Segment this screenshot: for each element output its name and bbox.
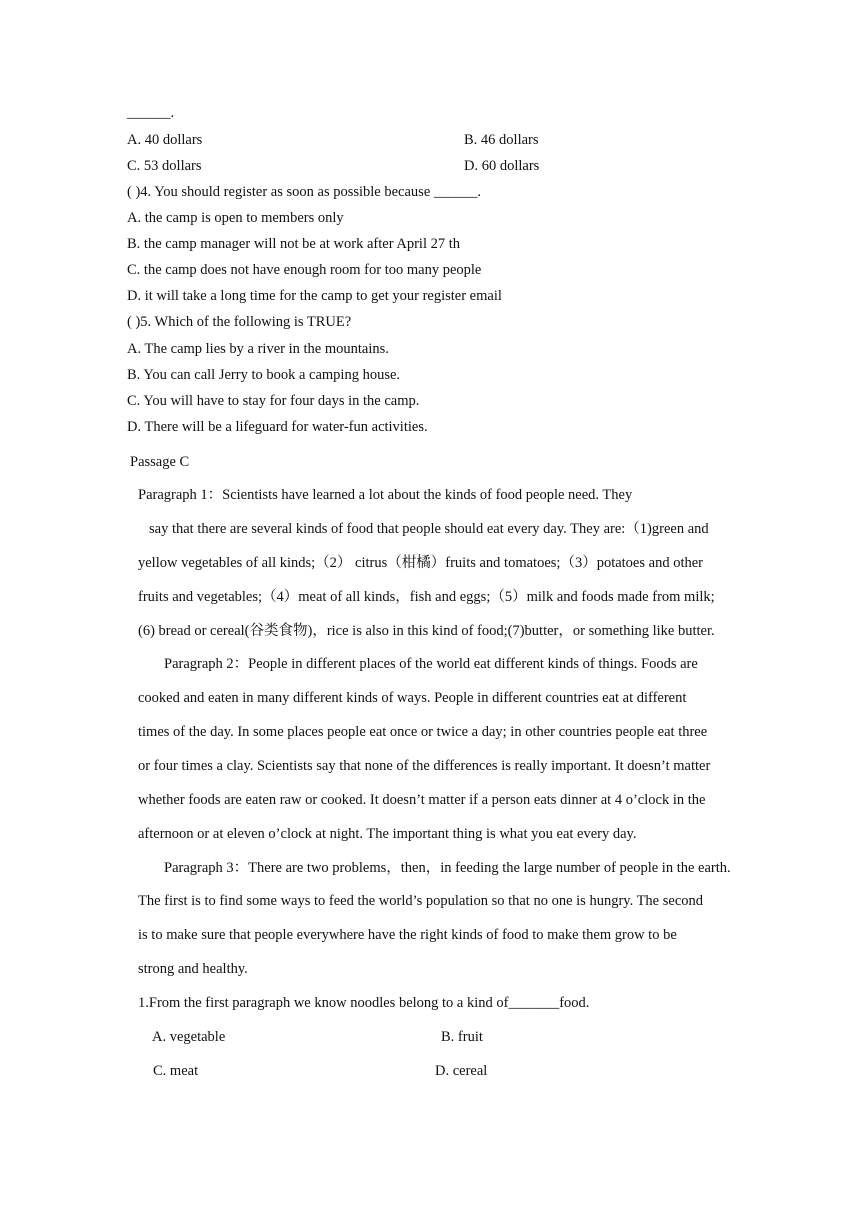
pq1-option-d: D. cereal bbox=[435, 1063, 488, 1079]
paragraph-1-line: (6) bread or cereal(谷类食物)，rice is also in this kind of food;(7)butter，or something like butter. bbox=[138, 623, 715, 639]
paragraph-2-line: Paragraph 2：People in different places of the world eat different kinds of things. Foods are bbox=[164, 656, 698, 672]
q5-option-d: D. There will be a lifeguard for water-fun activities. bbox=[127, 419, 428, 435]
q4-option-c: C. the camp does not have enough room for too many people bbox=[127, 262, 482, 278]
question-4-stem: ( )4. You should register as soon as possible because ______. bbox=[127, 184, 482, 200]
q4-option-a: A. the camp is open to members only bbox=[127, 210, 344, 226]
paragraph-2-line: whether foods are eaten raw or cooked. It doesn’t matter if a person eats dinner at 4 o’clock in the bbox=[138, 792, 706, 808]
q5-option-b: B. You can call Jerry to book a camping house. bbox=[127, 367, 401, 383]
q4-option-b: B. the camp manager will not be at work after April 27 th bbox=[127, 236, 461, 252]
question-3-stem-tail: ______. bbox=[127, 105, 175, 121]
passage-question-1-stem: 1.From the first paragraph we know noodles belong to a kind of_______food. bbox=[138, 995, 590, 1011]
paragraph-1-line: say that there are several kinds of food that people should eat every day. They are:（1)green and bbox=[149, 521, 709, 537]
q5-option-a: A. The camp lies by a river in the mountains. bbox=[127, 341, 389, 357]
paragraph-2-line: times of the day. In some places people eat once or twice a day; in other countries people eat three bbox=[138, 724, 708, 740]
pq1-option-a: A. vegetable bbox=[152, 1029, 226, 1045]
paragraph-3-line: Paragraph 3：There are two problems，then，in feeding the large number of people in the earth. bbox=[164, 860, 731, 876]
q3-option-d: D. 60 dollars bbox=[464, 158, 540, 174]
paragraph-3-line: strong and healthy. bbox=[138, 961, 248, 977]
q4-option-d: D. it will take a long time for the camp to get your register email bbox=[127, 288, 502, 304]
paragraph-1-line: fruits and vegetables;（4）meat of all kinds，fish and eggs;（5）milk and foods made from milk; bbox=[138, 589, 715, 605]
paragraph-3-line: is to make sure that people everywhere have the right kinds of food to make them grow to be bbox=[138, 927, 677, 943]
paragraph-2-line: cooked and eaten in many different kinds of ways. People in different countries eat at different bbox=[138, 690, 687, 706]
q3-option-a: A. 40 dollars bbox=[127, 132, 203, 148]
paragraph-3-line: The first is to find some ways to feed the world’s population so that no one is hungry. The second bbox=[138, 893, 704, 909]
paragraph-1-line: yellow vegetables of all kinds;（2） citrus（柑橘）fruits and tomatoes;（3）potatoes and other bbox=[138, 555, 703, 571]
passage-title: Passage C bbox=[130, 454, 190, 470]
paragraph-2-line: afternoon or at eleven o’clock at night. The important thing is what you eat every day. bbox=[138, 826, 637, 842]
paragraph-1-line: Paragraph 1：Scientists have learned a lot about the kinds of food people need. They bbox=[138, 487, 633, 503]
question-5-stem: ( )5. Which of the following is TRUE? bbox=[127, 314, 352, 330]
q3-option-c: C. 53 dollars bbox=[127, 158, 202, 174]
q3-option-b: B. 46 dollars bbox=[464, 132, 539, 148]
q5-option-c: C. You will have to stay for four days in the camp. bbox=[127, 393, 420, 409]
pq1-option-b: B. fruit bbox=[441, 1029, 483, 1045]
paragraph-2-line: or four times a clay. Scientists say that none of the differences is really important. It doesn’t matter bbox=[138, 758, 711, 774]
pq1-option-c: C. meat bbox=[153, 1063, 199, 1079]
